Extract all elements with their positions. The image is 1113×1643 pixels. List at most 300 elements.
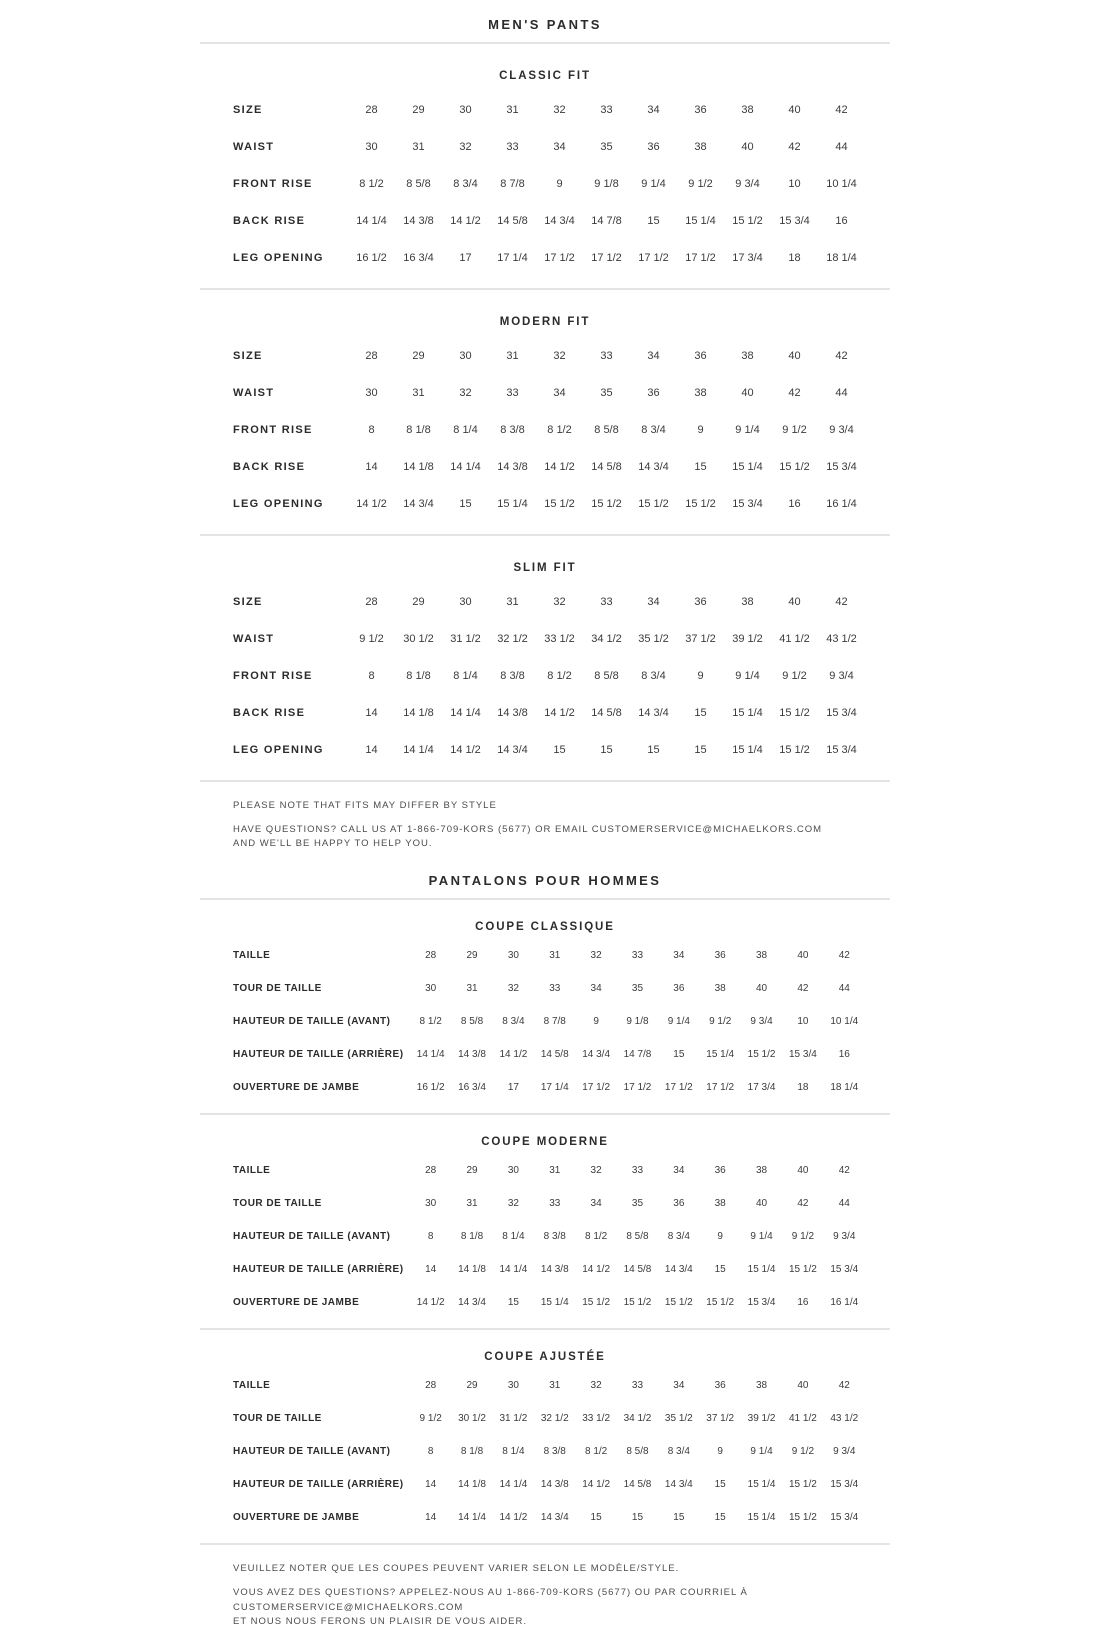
value-cell: 9 3/4 [833,1446,856,1458]
value-cell: 44 [835,140,848,153]
value-cell: 14 1/2 [499,1512,528,1524]
value-cell: 15 1/2 [582,1297,611,1309]
value-cell: 15 1/2 [664,1297,693,1309]
table-row [200,1501,890,1534]
value-cell: 9 1/4 [735,423,760,436]
value-cell: 18 [788,251,801,264]
row-values [348,596,865,608]
row-values [410,950,865,961]
fit-section [200,536,890,780]
value-cell: 33 [549,1198,561,1210]
value-cell: 42 [835,349,848,362]
value-cell: 9 1/4 [641,177,666,190]
value-cell: 42 [835,595,848,608]
value-cell: 31 [506,103,519,116]
value-cell: 35 1/2 [664,1413,693,1425]
value-cell: 40 [755,1198,768,1210]
table-row [200,694,890,731]
value-cell: 17 1/2 [591,251,622,264]
value-cell: 17 1/2 [582,1082,611,1094]
value-cell: 40 [788,349,801,362]
value-cell: 31 [506,595,519,608]
fit-note: PLEASE NOTE THAT FITS MAY DIFFER BY STYLE [233,800,497,811]
value-cell: 30 [459,103,472,116]
contact-note-fr-line2: ET NOUS NOUS FERONS UN PLAISIR DE VOUS AIDER. [233,1616,527,1628]
row-label: WAIST [233,386,275,399]
table-row [200,239,890,276]
value-cell: 28 [425,1165,437,1177]
value-cell: 14 1/8 [458,1264,486,1276]
english-notes [200,782,890,865]
row-values [348,104,865,116]
row-values [410,1297,865,1308]
french-notes [200,1545,890,1643]
fit-section [200,1330,890,1543]
value-cell: 34 [647,595,660,608]
value-cell: 40 [788,103,801,116]
value-cell: 15 1/4 [706,1049,735,1061]
value-cell: 8 1/4 [453,423,478,436]
fit-section [200,1115,890,1328]
value-cell: 14 3/8 [497,460,528,473]
value-cell: 15 [673,1049,685,1061]
value-cell: 15 1/4 [747,1264,776,1276]
row-values [410,1198,865,1209]
value-cell: 17 1/2 [623,1082,652,1094]
value-cell: 36 [647,140,660,153]
value-cell: 15 3/4 [826,706,857,719]
value-cell: 15 3/4 [789,1049,817,1061]
value-cell: 15 1/2 [789,1264,817,1276]
row-label: WAIST [233,632,275,645]
value-cell: 9 1/2 [782,423,807,436]
value-cell: 14 5/8 [540,1049,569,1061]
value-cell: 9 3/4 [829,423,854,436]
value-cell: 15 [631,1512,644,1524]
value-cell: 38 [714,983,726,995]
value-cell: 15 1/2 [779,743,810,756]
value-cell: 28 [365,349,378,362]
value-cell: 14 3/4 [664,1264,693,1276]
contact-note-line2: AND WE'LL BE HAPPY TO HELP YOU. [233,838,433,850]
table-row [200,1071,890,1104]
value-cell: 9 1/2 [782,669,807,682]
value-cell: 40 [797,1165,809,1177]
value-cell: 14 7/8 [623,1049,652,1061]
value-cell: 17 3/4 [747,1082,776,1094]
value-cell: 42 [838,1380,850,1392]
value-cell: 15 [714,1479,726,1491]
value-cell: 8 [368,423,375,436]
table-row [200,448,890,485]
value-cell: 43 1/2 [830,1413,859,1425]
value-cell: 14 [425,1479,437,1491]
value-cell: 31 [412,140,425,153]
value-cell: 14 1/4 [499,1264,528,1276]
value-cell: 9 1/4 [750,1231,773,1243]
value-cell: 8 5/8 [626,1446,649,1458]
value-cell: 8 1/8 [460,1231,484,1243]
value-cell: 14 1/4 [450,706,481,719]
value-cell: 9 1/4 [750,1446,773,1458]
value-cell: 10 [788,177,801,190]
value-cell: 15 [590,1512,602,1524]
table-row [200,1253,890,1286]
value-cell: 15 1/2 [706,1297,735,1309]
value-cell: 38 [741,349,754,362]
row-label: HAUTEUR DE TAILLE (AVANT) [233,1016,391,1028]
value-cell: 32 [553,595,566,608]
row-label: FRONT RISE [233,423,313,436]
value-cell: 38 [694,386,707,399]
value-cell: 14 1/2 [582,1264,611,1276]
value-cell: 14 1/2 [544,460,575,473]
value-cell: 33 [600,103,613,116]
value-cell: 36 [647,386,660,399]
value-cell: 29 [412,103,425,116]
value-cell: 41 1/2 [789,1413,817,1425]
value-cell: 15 [553,743,566,756]
value-cell: 10 1/4 [830,1016,859,1028]
value-cell: 34 [553,386,566,399]
value-cell: 17 1/2 [544,251,575,264]
value-cell: 33 [600,595,613,608]
value-cell: 15 [600,743,613,756]
value-cell: 33 [631,1165,644,1177]
value-cell: 10 1/4 [826,177,857,190]
row-values [348,633,865,645]
value-cell: 15 3/4 [830,1479,859,1491]
value-cell: 9 [556,177,563,190]
value-cell: 30 [425,1198,437,1210]
value-cell: 8 7/8 [500,177,525,190]
value-cell: 34 [590,1198,602,1210]
table-row [200,657,890,694]
value-cell: 32 [590,1380,602,1392]
value-cell: 16 1/4 [826,497,857,510]
value-cell: 14 1/2 [450,743,481,756]
value-cell: 33 [631,950,644,962]
value-cell: 40 [788,595,801,608]
row-values [410,1479,865,1490]
value-cell: 37 1/2 [685,632,716,645]
value-cell: 14 1/4 [416,1049,445,1061]
row-label: LEG OPENING [233,497,324,510]
value-cell: 15 3/4 [779,214,810,227]
value-cell: 9 3/4 [750,1016,773,1028]
row-label: TOUR DE TAILLE [233,1198,322,1210]
row-values [410,1049,865,1060]
row-values [348,424,865,436]
row-label: HAUTEUR DE TAILLE (ARRIÈRE) [233,1049,404,1061]
row-label: HAUTEUR DE TAILLE (AVANT) [233,1231,391,1243]
value-cell: 16 [838,1049,850,1061]
row-values [348,498,865,510]
value-cell: 44 [838,983,850,995]
row-label: SIZE [233,595,263,608]
value-cell: 34 [673,1380,685,1392]
value-cell: 36 [694,595,707,608]
value-cell: 15 [647,214,660,227]
value-cell: 9 1/4 [667,1016,690,1028]
value-cell: 34 [590,983,602,995]
value-cell: 36 [714,950,726,962]
value-cell: 8 1/2 [547,669,572,682]
value-cell: 15 1/2 [638,497,669,510]
value-cell: 15 [673,1512,685,1524]
table-row [200,337,890,374]
row-values [410,1082,865,1093]
row-values [410,1231,865,1242]
value-cell: 8 3/4 [667,1446,690,1458]
value-cell: 8 5/8 [406,177,431,190]
value-cell: 30 [507,1165,519,1177]
value-cell: 15 3/4 [830,1512,859,1524]
row-label: HAUTEUR DE TAILLE (AVANT) [233,1446,391,1458]
table-row [200,583,890,620]
value-cell: 8 7/8 [543,1016,566,1028]
value-cell: 14 3/8 [540,1479,569,1491]
value-cell: 15 [694,460,707,473]
value-cell: 32 [459,140,472,153]
row-label: LEG OPENING [233,251,324,264]
row-label: WAIST [233,140,275,153]
row-values [410,1264,865,1275]
value-cell: 17 1/2 [706,1082,735,1094]
row-label: BACK RISE [233,214,306,227]
value-cell: 15 3/4 [826,743,857,756]
table-row [200,202,890,239]
value-cell: 8 1/8 [406,669,431,682]
fit-section [200,290,890,534]
value-cell: 15 1/4 [685,214,716,227]
fit-note-fr: VEUILLEZ NOTER QUE LES COUPES PEUVENT VARIER SELON LE MODÈLE/STYLE. [233,1563,680,1575]
value-cell: 31 [412,386,425,399]
value-cell: 34 [553,140,566,153]
contact-note-fr [233,1586,890,1630]
value-cell: 38 [741,103,754,116]
value-cell: 16 1/4 [830,1297,859,1309]
value-cell: 15 1/2 [732,214,763,227]
value-cell: 36 [694,103,707,116]
value-cell: 33 [631,1380,644,1392]
value-cell: 31 [466,983,478,995]
value-cell: 18 [797,1082,809,1094]
table-row [200,1220,890,1253]
row-label: TAILLE [233,1165,271,1177]
value-cell: 31 [549,950,561,962]
value-cell: 15 1/2 [789,1512,817,1524]
value-cell: 34 [673,1165,685,1177]
value-cell: 35 1/2 [638,632,669,645]
value-cell: 15 [694,706,707,719]
value-cell: 42 [797,1198,809,1210]
section-title: COUPE MODERNE [481,1136,609,1149]
row-values [410,1512,865,1523]
section-title: COUPE AJUSTÉE [484,1351,606,1364]
value-cell: 30 [459,595,472,608]
value-cell: 15 1/2 [623,1297,652,1309]
value-cell: 34 1/2 [623,1413,652,1425]
value-cell: 31 1/2 [450,632,481,645]
value-cell: 8 1/8 [460,1446,484,1458]
value-cell: 38 [694,140,707,153]
value-cell: 14 1/8 [403,706,434,719]
value-cell: 31 [549,1380,561,1392]
value-cell: 34 [647,349,660,362]
value-cell: 8 3/8 [543,1231,566,1243]
value-cell: 43 1/2 [826,632,857,645]
value-cell: 8 5/8 [594,423,619,436]
row-values [348,178,865,190]
contact-note-fr-line1: VOUS AVEZ DES QUESTIONS? APPELEZ-NOUS AU 1-866-709-KORS (5677) OU PAR COURRIEL À CUSTOMERSERVICE@MICHAELKORS.COM [233,1586,748,1613]
value-cell: 14 [365,706,378,719]
value-cell: 14 1/2 [499,1049,528,1061]
value-cell: 14 1/2 [450,214,481,227]
value-cell: 30 [425,983,437,995]
value-cell: 32 [553,103,566,116]
value-cell: 14 3/4 [582,1049,611,1061]
value-cell: 17 [459,251,472,264]
row-values [348,141,865,153]
value-cell: 15 1/4 [747,1479,776,1491]
section-title: CLASSIC FIT [499,70,591,82]
row-values [410,1165,865,1176]
fit-section [200,44,890,288]
row-label: HAUTEUR DE TAILLE (ARRIÈRE) [233,1264,404,1276]
table-row [200,1154,890,1187]
value-cell: 9 1/4 [735,669,760,682]
section-title: COUPE CLASSIQUE [475,921,615,934]
row-values [410,1380,865,1391]
page-title: MEN'S PANTS [488,17,602,32]
value-cell: 17 1/4 [497,251,528,264]
value-cell: 14 3/8 [497,706,528,719]
value-cell: 15 [714,1264,726,1276]
row-values [348,252,865,264]
value-cell: 17 1/2 [638,251,669,264]
value-cell: 8 1/4 [502,1231,525,1243]
value-cell: 31 [506,349,519,362]
value-cell: 14 1/2 [544,706,575,719]
value-cell: 14 3/4 [497,743,528,756]
value-cell: 8 3/4 [641,669,666,682]
value-cell: 15 [647,743,660,756]
section-title: MODERN FIT [499,316,591,328]
value-cell: 33 [506,140,519,153]
row-values [348,707,865,719]
value-cell: 42 [838,950,850,962]
table-row [200,1402,890,1435]
table-row [200,411,890,448]
table-row [200,128,890,165]
value-cell: 8 [427,1446,434,1458]
value-cell: 30 1/2 [403,632,434,645]
value-cell: 28 [365,103,378,116]
value-cell: 14 7/8 [591,214,622,227]
section-title: SLIM FIT [513,562,577,574]
value-cell: 40 [741,140,754,153]
row-values [348,350,865,362]
value-cell: 10 [797,1016,809,1028]
value-cell: 17 [507,1082,519,1094]
value-cell: 14 1/8 [458,1479,486,1491]
value-cell: 15 [714,1512,726,1524]
value-cell: 9 1/2 [709,1016,732,1028]
value-cell: 14 1/4 [450,460,481,473]
value-cell: 14 5/8 [591,460,622,473]
value-cell: 9 1/2 [359,632,384,645]
value-cell: 30 [459,349,472,362]
table-row [200,1435,890,1468]
value-cell: 17 1/2 [664,1082,693,1094]
row-values [348,215,865,227]
table-row [200,939,890,972]
value-cell: 8 1/4 [502,1446,525,1458]
value-cell: 9 1/2 [419,1413,442,1425]
value-cell: 42 [835,103,848,116]
value-cell: 15 3/4 [826,460,857,473]
value-cell: 9 [717,1446,723,1458]
value-cell: 38 [714,1198,726,1210]
value-cell: 8 3/8 [543,1446,566,1458]
value-cell: 34 1/2 [591,632,622,645]
table-row [200,91,890,128]
table-row [200,1369,890,1402]
value-cell: 38 [755,1165,768,1177]
row-label: LEG OPENING [233,743,324,756]
value-cell: 9 3/4 [833,1231,856,1243]
table-row [200,1187,890,1220]
value-cell: 8 3/8 [500,669,525,682]
value-cell: 31 [466,1198,478,1210]
value-cell: 8 1/2 [547,423,572,436]
value-cell: 14 3/4 [664,1479,693,1491]
table-row [200,731,890,768]
value-cell: 15 1/2 [685,497,716,510]
value-cell: 14 3/8 [403,214,434,227]
value-cell: 35 [600,386,613,399]
value-cell: 8 3/4 [502,1016,525,1028]
table-row [200,1468,890,1501]
row-label: HAUTEUR DE TAILLE (ARRIÈRE) [233,1479,404,1491]
value-cell: 42 [797,983,809,995]
contact-note [233,823,890,852]
value-cell: 30 [365,386,378,399]
value-cell: 18 1/4 [826,251,857,264]
value-cell: 17 1/4 [540,1082,569,1094]
value-cell: 14 1/4 [499,1479,528,1491]
value-cell: 15 1/2 [789,1479,817,1491]
value-cell: 14 5/8 [623,1264,652,1276]
value-cell: 8 5/8 [594,669,619,682]
value-cell: 40 [797,950,809,962]
value-cell: 40 [741,386,754,399]
value-cell: 15 1/4 [497,497,528,510]
table-row [200,1005,890,1038]
value-cell: 15 1/4 [747,1512,776,1524]
value-cell: 14 5/8 [497,214,528,227]
value-cell: 36 [714,1165,726,1177]
value-cell: 9 [697,669,704,682]
value-cell: 8 5/8 [626,1231,649,1243]
value-cell: 32 [590,1165,602,1177]
value-cell: 14 [365,743,378,756]
value-cell: 35 [631,1198,644,1210]
value-cell: 9 [697,423,704,436]
value-cell: 15 1/2 [747,1049,776,1061]
value-cell: 40 [797,1380,809,1392]
